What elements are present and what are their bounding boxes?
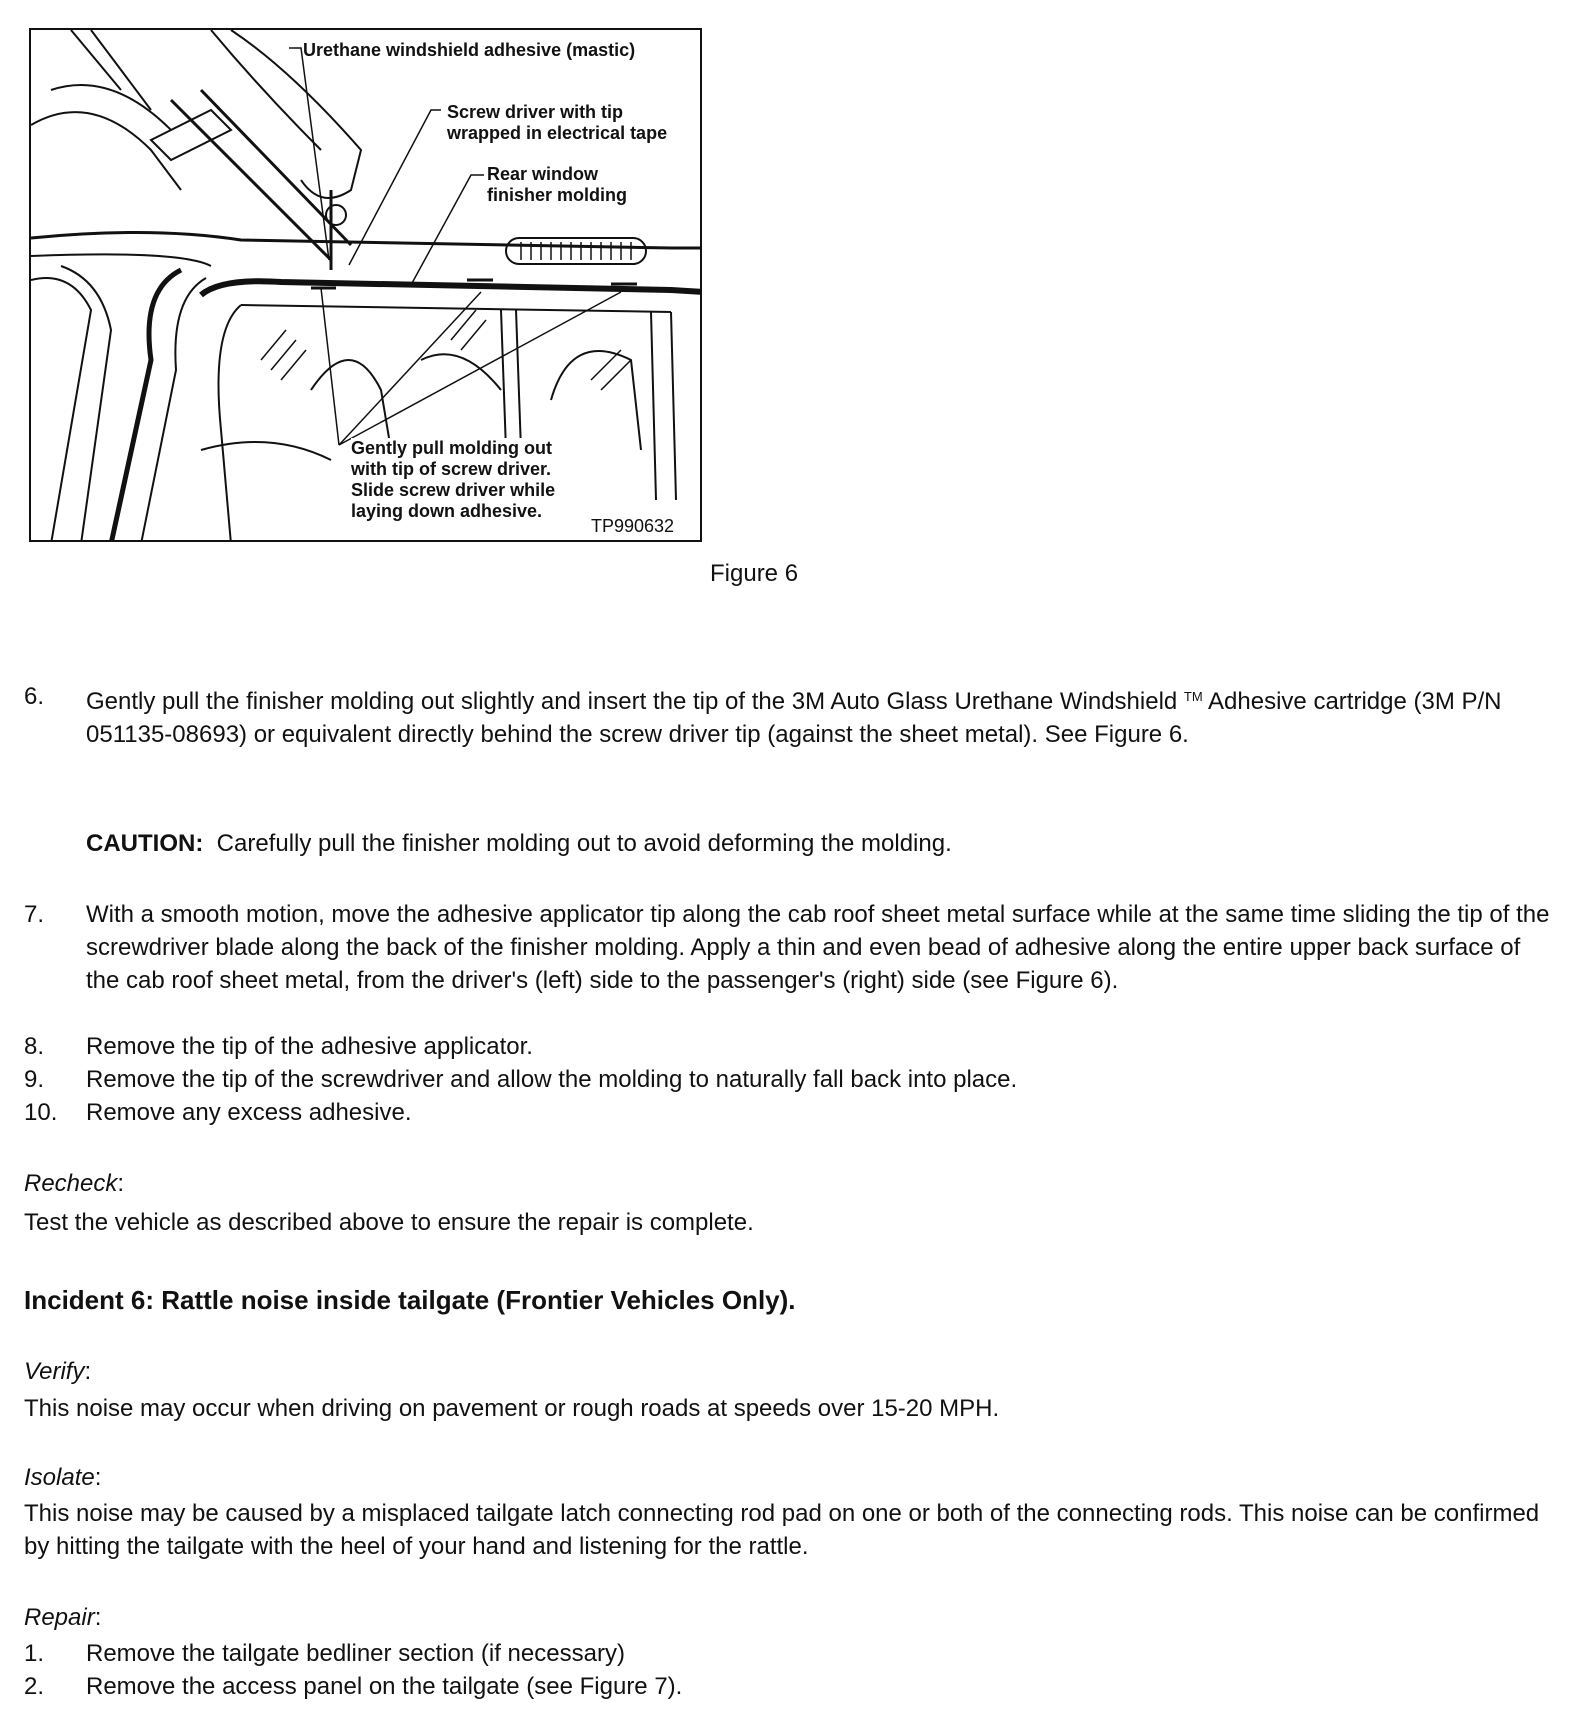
figure-6-illustration: [29, 28, 702, 542]
verify-heading-text: Verify: [24, 1358, 85, 1385]
step-text: Remove the tailgate bedliner section (if necessary): [86, 1640, 625, 1667]
step-text: Remove the access panel on the tailgate (see Figure 7).: [86, 1673, 683, 1700]
step-text: [86, 680, 1554, 751]
step-number: 6.: [24, 683, 45, 710]
recheck-colon: :: [117, 1170, 125, 1197]
isolate-colon: :: [94, 1464, 102, 1491]
step-number: 9.: [24, 1066, 45, 1093]
figure-caption: Figure 6: [710, 560, 799, 587]
callout-molding: Rear window finisher molding: [487, 164, 628, 205]
verify-heading: [24, 1358, 91, 1386]
isolate-text: This noise may be caused by a misplaced tailgate latch connecting rod pad on one or both of the connecting rods. This noise can be confirmed by hitting the tailgate with the heel of your hand and listening for the rattle.: [24, 1500, 1540, 1560]
step-number: 7.: [24, 901, 45, 928]
step-text-b: Adhesive cartridge (3M P/N 051135-08693) or equivalent directly behind the screw driver tip (against the sheet metal). See Figure 6.: [86, 688, 1502, 748]
trademark-mark: TM: [1183, 689, 1203, 704]
repair-heading: [24, 1604, 101, 1632]
caution-note: [86, 830, 952, 858]
callout-screwdriver: Screw driver with tip wrapped in electrical tape: [447, 102, 668, 143]
incident-title: Incident 6: Rattle noise inside tailgate (Frontier Vehicles Only).: [24, 1285, 796, 1315]
step-number: 8.: [24, 1033, 45, 1060]
step-text: Remove the tip of the screwdriver and allow the molding to naturally fall back into place.: [86, 1066, 1018, 1093]
verify-text: This noise may occur when driving on pavement or rough roads at speeds over 15-20 MPH.: [24, 1395, 1000, 1422]
recheck-heading-text: Recheck: [24, 1170, 118, 1197]
caution-label: CAUTION:: [86, 830, 204, 857]
callout-instruction: Gently pull molding out with tip of screw driver. Slide screw driver while laying down adhesive.: [351, 438, 556, 521]
step-number: 2.: [24, 1673, 45, 1700]
recheck-text: Test the vehicle as described above to ensure the repair is complete.: [24, 1209, 754, 1236]
callout-adhesive: Urethane windshield adhesive (mastic): [303, 40, 636, 60]
recheck-heading: [24, 1170, 124, 1198]
repair-colon: :: [94, 1604, 102, 1631]
figure-code: TP990632: [591, 516, 675, 536]
repair-heading-text: Repair: [24, 1604, 95, 1631]
caution-text: Carefully pull the finisher molding out to avoid deforming the molding.: [203, 830, 952, 857]
isolate-heading-text: Isolate: [24, 1464, 95, 1491]
step-text: Remove any excess adhesive.: [86, 1099, 412, 1126]
step-text-a: Gently pull the finisher molding out slightly and insert the tip of the 3M Auto Glass Urethane Windshield: [86, 688, 1184, 715]
verify-colon: :: [84, 1358, 92, 1385]
step-text: With a smooth motion, move the adhesive applicator tip along the cab roof sheet metal surface while at the same time sliding the tip of the screwdriver blade along the back of the finisher molding. Apply a thin and even bead of adhesive along the entire upper back surface of the cab roof sheet metal, from the driver's (left) side to the passenger's (right) side (see Figure 6).: [86, 901, 1550, 994]
step-text: Remove the tip of the adhesive applicator.: [86, 1033, 533, 1060]
step-number: 1.: [24, 1640, 45, 1667]
isolate-heading: [24, 1464, 101, 1492]
step-number: 10.: [24, 1099, 58, 1126]
